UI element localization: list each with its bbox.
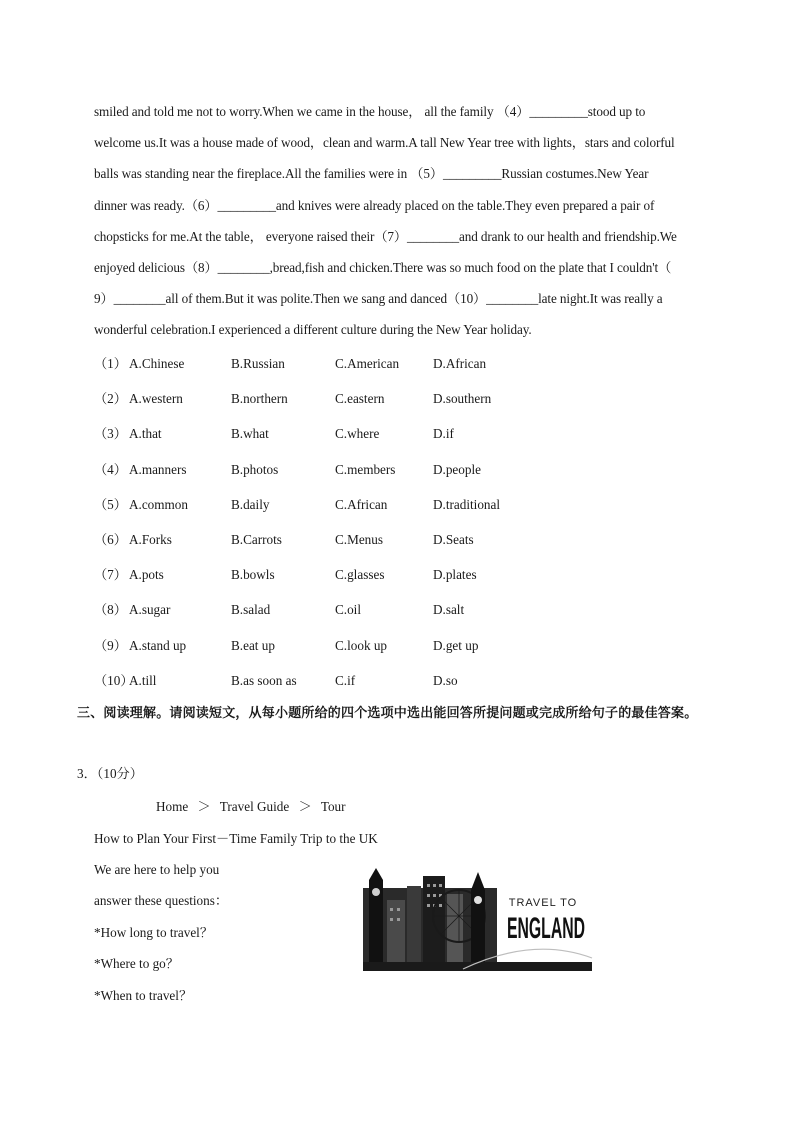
option-b: B.northern bbox=[231, 391, 288, 407]
option-row bbox=[94, 381, 718, 416]
option-row bbox=[94, 522, 718, 557]
travel-to-england-image bbox=[363, 866, 592, 971]
passage-line: wonderful celebration.I experienced a different culture during the New Year holiday. bbox=[94, 322, 532, 338]
option-c: C.Menus bbox=[335, 531, 383, 547]
option-c: C.glasses bbox=[335, 567, 385, 583]
option-b: B.as soon as bbox=[231, 672, 297, 688]
option-b: B.eat up bbox=[231, 637, 275, 653]
option-row bbox=[94, 592, 718, 627]
passage-line: dinner was ready.（6）_________and knives were already placed on the table.They even prepared a pair of bbox=[94, 197, 655, 213]
section-heading: 三、阅读理解。请阅读短文，从每小题所给的四个选项中选出能回答所提问题或完成所给句子的最佳答案。 bbox=[77, 706, 698, 721]
option-a: A.till bbox=[129, 672, 157, 688]
option-b: B.Carrots bbox=[231, 531, 282, 547]
option-b: B.daily bbox=[231, 496, 270, 512]
option-b: B.Russian bbox=[231, 356, 285, 371]
option-row bbox=[94, 557, 718, 592]
option-b: B.salad bbox=[231, 602, 271, 618]
option-c: C.if bbox=[335, 672, 356, 688]
option-d: D.plates bbox=[433, 567, 477, 583]
cloze-passage bbox=[94, 96, 718, 346]
option-d: D.traditional bbox=[433, 496, 501, 512]
option-a: A.Chinese bbox=[129, 356, 185, 371]
passage-line: balls was standing near the fireplace.All the families were in （5）_________Russian costumes.New Year bbox=[94, 166, 649, 182]
option-number: （5） bbox=[94, 496, 127, 512]
option-c: C.American bbox=[335, 356, 400, 371]
question-number: 3．（10分） bbox=[77, 766, 143, 781]
option-a: A.sugar bbox=[129, 602, 171, 618]
option-a: A.stand up bbox=[129, 637, 187, 653]
option-row bbox=[94, 346, 718, 381]
option-d: D.Seats bbox=[433, 531, 474, 547]
breadcrumb-travel-guide: Travel Guide bbox=[219, 799, 290, 814]
option-c: C.members bbox=[335, 461, 396, 477]
option-a: A.common bbox=[129, 496, 188, 512]
option-a: A.western bbox=[129, 391, 183, 407]
option-number: （7） bbox=[94, 567, 127, 583]
option-c: C.eastern bbox=[335, 391, 385, 407]
option-d: D.so bbox=[433, 672, 458, 688]
passage-line: enjoyed delicious（8）________,bread,fish and chicken.There was so much food on the plate that I couldn't（ bbox=[94, 260, 672, 276]
option-a: A.Forks bbox=[129, 531, 172, 547]
help-line: We are here to help you bbox=[94, 862, 220, 877]
option-number: （3） bbox=[94, 426, 127, 442]
passage-line: welcome us.It was a house made of wood，clean and warm.A tall New Year tree with lights，stars and colorful bbox=[94, 135, 675, 151]
help-line: *Where to go？ bbox=[94, 956, 179, 972]
option-number: （1） bbox=[94, 356, 127, 371]
image-caption-line2: ENGLAND bbox=[507, 912, 585, 945]
option-number: （2） bbox=[94, 391, 127, 407]
option-a: A.manners bbox=[129, 461, 187, 477]
option-row bbox=[94, 452, 718, 487]
guide-title: How to Plan Your First－Time Family Trip to the UK bbox=[94, 831, 378, 846]
option-row bbox=[94, 628, 718, 663]
breadcrumb-home: Home bbox=[156, 799, 189, 814]
option-b: B.photos bbox=[231, 461, 279, 477]
option-c: C.look up bbox=[335, 637, 388, 653]
option-d: D.salt bbox=[433, 602, 465, 618]
option-d: D.southern bbox=[433, 391, 492, 407]
option-number: （4） bbox=[94, 461, 127, 477]
breadcrumb-separator: ＞ bbox=[197, 799, 211, 814]
option-number: （8） bbox=[94, 602, 127, 618]
option-b: B.bowls bbox=[231, 567, 275, 583]
option-c: C.oil bbox=[335, 602, 362, 618]
option-d: D.if bbox=[433, 426, 454, 442]
breadcrumb-tour: Tour bbox=[320, 799, 346, 814]
passage-line: smiled and told me not to worry.When we came in the house， all the family （4）_________stood up to bbox=[94, 104, 646, 119]
option-c: C.where bbox=[335, 426, 380, 442]
option-b: B.what bbox=[231, 426, 269, 442]
image-caption-line1: TRAVEL TO bbox=[508, 897, 578, 909]
passage-line: chopsticks for me.At the table， everyone raised their（7）________and drank to our health and friendship.We bbox=[94, 228, 677, 244]
option-number: （6） bbox=[94, 531, 127, 547]
option-row bbox=[94, 663, 718, 698]
option-a: A.pots bbox=[129, 567, 164, 583]
option-d: D.people bbox=[433, 461, 481, 477]
option-a: A.that bbox=[129, 426, 162, 442]
help-line: answer these questions： bbox=[94, 893, 229, 909]
option-row bbox=[94, 416, 718, 451]
option-c: C.African bbox=[335, 496, 388, 512]
passage-line: 9）________all of them.But it was polite.Then we sang and danced（10）________late night.It was really a bbox=[94, 291, 663, 307]
option-row bbox=[94, 487, 718, 522]
help-line: *When to travel？ bbox=[94, 987, 193, 1003]
help-list bbox=[94, 858, 228, 1015]
option-d: D.get up bbox=[433, 637, 479, 653]
option-number: （9） bbox=[94, 637, 127, 653]
breadcrumb bbox=[156, 795, 352, 819]
answer-options bbox=[94, 346, 718, 698]
help-line: *How long to travel？ bbox=[94, 924, 214, 940]
option-d: D.African bbox=[433, 356, 487, 371]
breadcrumb-separator: ＞ bbox=[298, 799, 312, 814]
option-number: （10） bbox=[94, 672, 134, 688]
